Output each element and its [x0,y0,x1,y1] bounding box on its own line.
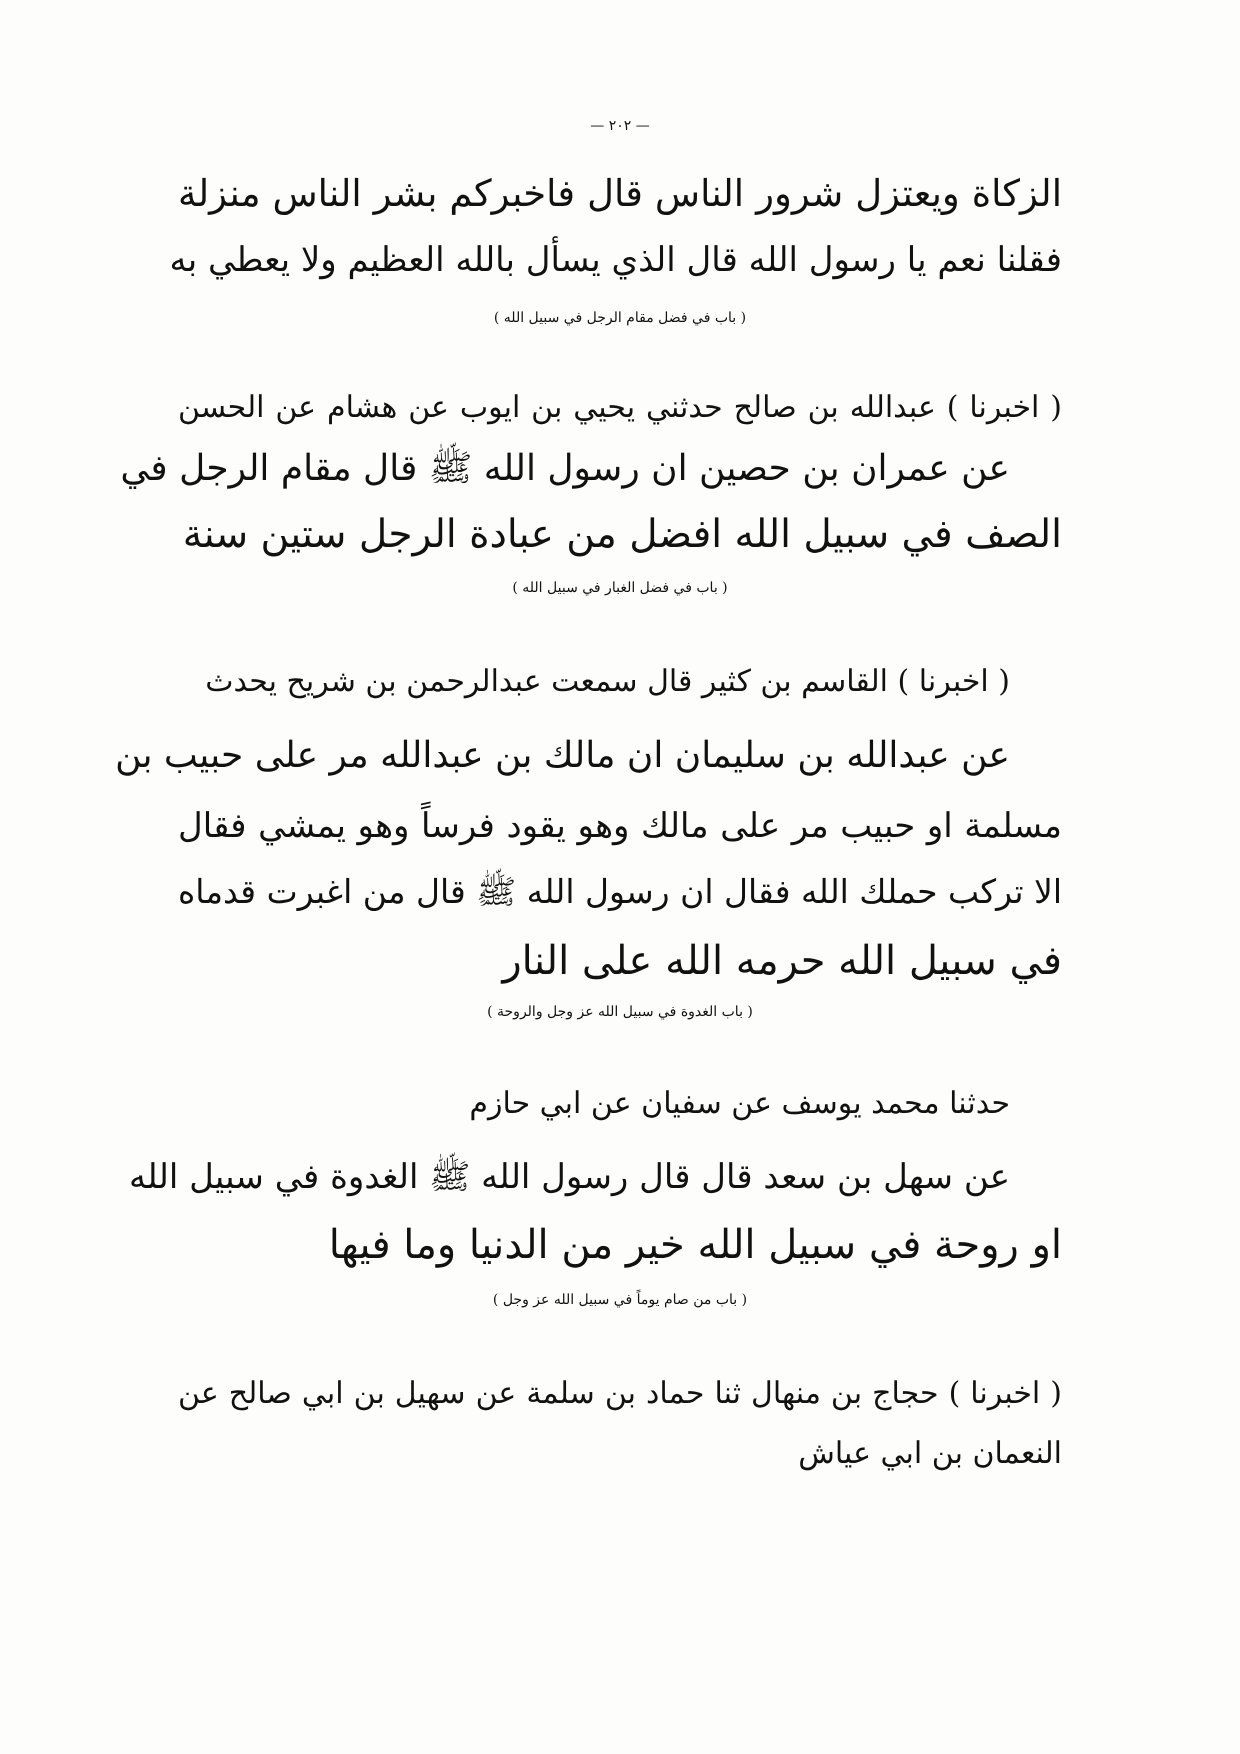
isnad-line: ( اخبرنا ) عبدالله بن صالح حدثني يحيي بن ايوب عن هشام عن الحسن [178,390,1062,425]
isnad-line: النعمان بن ابي عياش [798,1436,1062,1471]
section-heading: ( باب الغدوة في سبيل الله عز وجل والروحة ) [487,1004,753,1020]
text-line: الزكاة ويعتزل شرور الناس قال فاخبركم بشر الناس منزلة [178,172,1062,215]
section-heading: ( باب في فضل الغبار في سبيل الله ) [512,580,728,596]
text-line: او روحة في سبيل الله خير من الدنيا وما فيها [328,1222,1062,1268]
text-line: الصف في سبيل الله افضل من عبادة الرجل ستين سنة [182,512,1062,557]
text-line: فقلنا نعم يا رسول الله قال الذي يسأل بالله العظيم ولا يعطي به [169,240,1062,280]
text-line: عن عبدالله بن سليمان ان مالك بن عبدالله مر على حبيب بن [115,735,1010,776]
section-heading: ( باب من صام يوماً في سبيل الله عز وجل ) [492,1292,748,1308]
text-line: عن عمران بن حصين ان رسول الله ﷺ قال مقام الرجل في [120,448,1010,489]
section-heading: ( باب في فضل مقام الرجل في سبيل الله ) [493,310,747,326]
text-line: مسلمة او حبيب مر على مالك وهو يقود فرساً وهو يمشي فقال [178,806,1062,846]
text-line: في سبيل الله حرمه الله على النار [502,938,1062,984]
text-line: الا تركب حملك الله فقال ان رسول الله ﷺ قال من اغبرت قدماه [177,872,1062,911]
text-line: عن سهل بن سعد قال قال رسول الله ﷺ الغدوة في سبيل الله [129,1157,1010,1197]
isnad-line: ( اخبرنا ) حجاج بن منهال ثنا حماد بن سلمة عن سهيل بن ابي صالح عن [178,1376,1062,1411]
page-number: — ٢٠٢ — [590,118,650,134]
isnad-line: حدثنا محمد يوسف عن سفيان عن ابي حازم [469,1086,1010,1121]
isnad-line: ( اخبرنا ) القاسم بن كثير قال سمعت عبدالرحمن بن شريح يحدث [205,664,1010,699]
